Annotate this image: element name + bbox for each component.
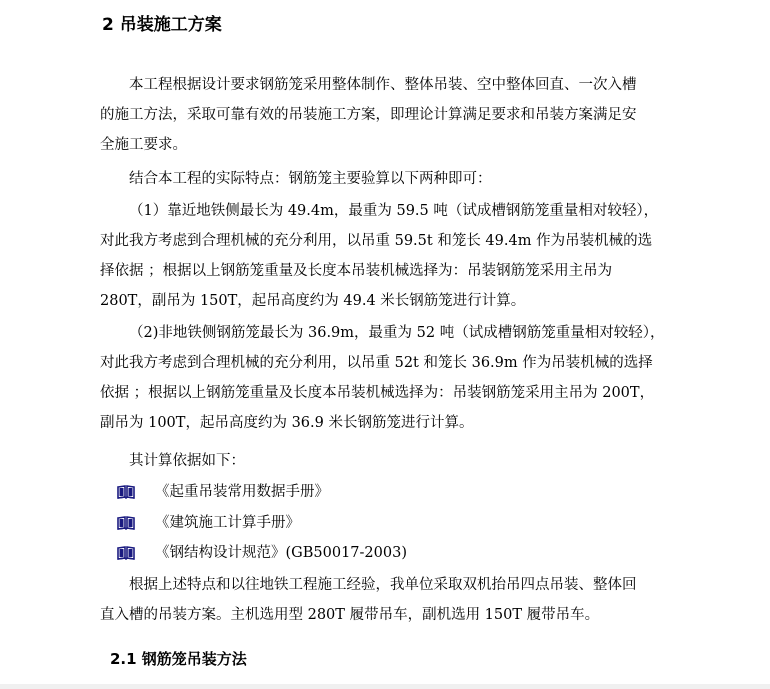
reference-item (117, 541, 407, 565)
reference-item (117, 511, 300, 535)
paragraph-line: 的施工方法，采取可靠有效的吊装施工方案，即理论计算满足要求和吊装方案满足安 (100, 107, 637, 123)
paragraph-line: 其计算依据如下： (129, 453, 245, 469)
paragraph-line: 本工程根据设计要求钢筋笼采用整体制作、整体吊装、空中整体回直、一次入槽 (129, 77, 637, 93)
section-heading: 2 吊装施工方案 (102, 15, 222, 35)
paragraph-line: 根据上述特点和以往地铁工程施工经验，我单位采取双机抬吊四点吊装、整体回 (129, 577, 637, 593)
reference-label: 《建筑施工计算手册》 (155, 515, 300, 531)
subsection-heading: 2.1 钢筋笼吊装方法 (110, 650, 247, 668)
paragraph-line: 280T，副吊为 150T，起吊高度约为 49.4 米长钢筋笼进行计算。 (100, 293, 526, 309)
book-icon (117, 546, 135, 560)
paragraph-line: 结合本工程的实际特点：钢筋笼主要验算以下两种即可： (129, 171, 492, 187)
paragraph-line: （2)非地铁侧钢筋笼最长为 36.9m，最重为 52 吨（试成槽钢筋笼重量相对较轻）， (129, 325, 665, 341)
reference-label: 《钢结构设计规范》(GB50017-2003) (155, 545, 407, 561)
paragraph-line: 对此我方考虑到合理机械的充分利用，以吊重 52t 和笼长 36.9m 作为吊装机械的选择 (100, 355, 653, 371)
page-bottom-edge (0, 684, 770, 689)
paragraph-case-1 (100, 196, 700, 316)
paragraph-features (100, 164, 700, 194)
paragraph-intro (100, 70, 700, 160)
paragraph-basis (100, 446, 700, 476)
paragraph-line: （1）靠近地铁侧最长为 49.4m，最重为 59.5 吨（试成槽钢筋笼重量相对较轻）， (129, 203, 659, 219)
paragraph-line: 依据 ；根据以上钢筋笼重量及长度本吊装机械选择为：吊装钢筋笼采用主吊为 200T， (100, 385, 655, 401)
paragraph-line: 对此我方考虑到合理机械的充分利用，以吊重 59.5t 和笼长 49.4m 作为吊装机械的选 (100, 233, 653, 249)
paragraph-line: 全施工要求。 (100, 137, 187, 153)
reference-item (117, 480, 329, 504)
paragraph-plan (100, 570, 700, 630)
book-icon (117, 485, 135, 499)
reference-label: 《起重吊装常用数据手册》 (155, 484, 329, 500)
paragraph-line: 择依据 ；根据以上钢筋笼重量及长度本吊装机械选择为：吊装钢筋笼采用主吊为 (100, 263, 613, 279)
paragraph-case-2 (100, 318, 700, 438)
book-icon (117, 516, 135, 530)
paragraph-line: 直入槽的吊装方案。主机选用型 280T 履带吊车，副机选用 150T 履带吊车。 (100, 607, 600, 623)
paragraph-line: 副吊为 100T，起吊高度约为 36.9 米长钢筋笼进行计算。 (100, 415, 474, 431)
